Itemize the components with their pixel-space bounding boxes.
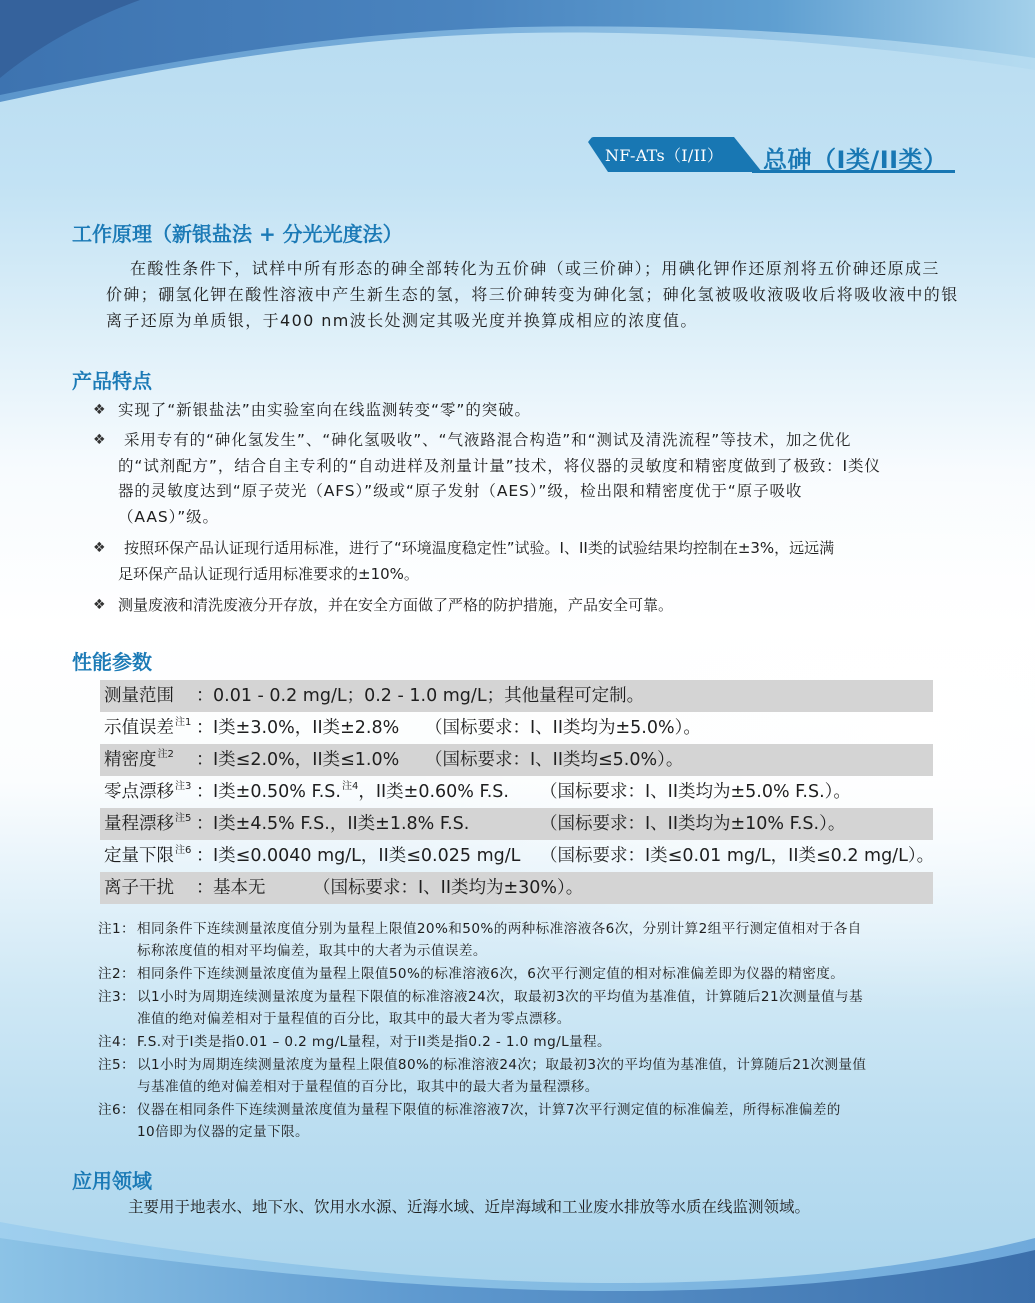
feature-line: 按照环保产品认证现行适用标准，进行了“环境温度稳定性”试验。I、II类的试验结果均控制在±3%，远远满 bbox=[124, 539, 835, 557]
spec-label-text: 示值误差 bbox=[104, 718, 174, 738]
spec-standard: （国标要求：I、II类均为±10% F.S.）。 bbox=[540, 814, 846, 834]
spec-standard: （国标要求：I、II类均为±5.0%）。 bbox=[425, 718, 701, 738]
spec-value bbox=[213, 840, 520, 872]
spec-value bbox=[213, 776, 509, 811]
spec-label bbox=[104, 808, 191, 843]
spec-row-zero-drift bbox=[100, 776, 933, 808]
footnote-label: 注6： bbox=[98, 1102, 136, 1118]
spec-separator: ： bbox=[196, 718, 214, 738]
footnote-line: 以1小时为周期连续测量浓度为量程下限值的标准溶液24次，取最初3次的平均值为基准值，计算随后21次测量值与基 bbox=[137, 989, 863, 1005]
feature-line: 足环保产品认证现行适用标准要求的±10%。 bbox=[118, 564, 419, 583]
spec-value-text: ，II类±0.60% F.S. bbox=[358, 782, 509, 802]
spec-row-range bbox=[100, 680, 933, 712]
spec-value bbox=[213, 680, 644, 712]
spec-label-text: 定量下限 bbox=[104, 846, 174, 866]
paragraph-line: 价砷；硼氢化钾在酸性溶液中产生新生态的氢，将三价砷转变为砷化氢；砷化氢被吸收液吸收后将吸收液中的银 bbox=[106, 285, 959, 304]
footnote-label: 注4： bbox=[98, 1034, 136, 1050]
spec-standard: （国标要求：I类≤0.01 mg/L，II类≤0.2 mg/L）。 bbox=[540, 846, 935, 866]
spec-row-error bbox=[100, 712, 933, 744]
spec-separator: ： bbox=[196, 814, 214, 834]
spec-value-text: I类≤0.0040 mg/L，II类≤0.025 mg/L bbox=[213, 846, 521, 866]
spec-label bbox=[104, 776, 191, 811]
spec-label bbox=[104, 840, 191, 875]
paragraph-line: 离子还原为单质银，于400 nm波长处测定其吸光度并换算成相应的浓度值。 bbox=[106, 311, 698, 330]
spec-value-text: I类±0.50% F.S. bbox=[213, 782, 341, 802]
spec-separator: ： bbox=[196, 846, 214, 866]
footnote-line: 以1小时为周期连续测量浓度为量程上限值80%的标准溶液24次；取最初3次的平均值为基准值，计算随后21次测量值 bbox=[137, 1057, 867, 1073]
footnote-line: F.S.对于I类是指0.01 – 0.2 mg/L量程，对于II类是指0.2 - 1.0 mg/L量程。 bbox=[137, 1034, 612, 1050]
feature-line: 器的灵敏度达到“原子荧光（AFS）”级或“原子发射（AES）”级，检出限和精密度优于“原子吸收 bbox=[118, 482, 803, 500]
spec-footnote-ref: 注2 bbox=[157, 749, 174, 760]
footnote bbox=[98, 1031, 866, 1053]
spec-separator: ： bbox=[196, 878, 214, 898]
principle-paragraph bbox=[106, 256, 959, 334]
footnote-label: 注3： bbox=[98, 989, 136, 1005]
footnote-label: 注5： bbox=[98, 1057, 136, 1073]
spec-value bbox=[213, 808, 469, 840]
spec-separator: ： bbox=[196, 750, 214, 770]
spec-label bbox=[104, 744, 174, 779]
application-text: 主要用于地表水、地下水、饮用水水源、近海水域、近岸海域和工业废水排放等水质在线监测领域。 bbox=[128, 1198, 811, 1216]
spec-standard: （国标要求：I、II类均≤5.0%）。 bbox=[425, 750, 684, 770]
spec-value bbox=[213, 744, 399, 776]
footnote bbox=[98, 1099, 866, 1143]
spec-value bbox=[213, 872, 266, 904]
spec-row-precision bbox=[100, 744, 933, 776]
spec-row-ion-interference bbox=[100, 872, 933, 904]
footnote bbox=[98, 963, 866, 985]
spec-value-text: 基本无 bbox=[213, 878, 266, 898]
spec-standard: （国标要求：I、II类均为±30%）。 bbox=[313, 878, 584, 898]
spec-value bbox=[213, 712, 399, 744]
spec-separator: ： bbox=[196, 782, 214, 802]
footnote-line: 相同条件下连续测量浓度值为量程上限值50%的标准溶液6次，6次平行测定值的相对标准偏差即为仪器的精密度。 bbox=[137, 966, 845, 982]
spec-separator: ： bbox=[196, 686, 214, 706]
spec-row-span-drift bbox=[100, 808, 933, 840]
spec-footnote-ref: 注3 bbox=[175, 781, 192, 792]
spec-footnote-ref: 注6 bbox=[175, 845, 192, 856]
footnote-line: 标称浓度值的相对平均偏差，取其中的大者为示值误差。 bbox=[137, 943, 487, 959]
spec-table bbox=[100, 680, 933, 904]
feature-line: （AAS）”级。 bbox=[118, 507, 219, 526]
footnote bbox=[98, 918, 866, 962]
footnote bbox=[98, 986, 866, 1030]
section-heading-application: 应用领域 bbox=[72, 1169, 152, 1193]
feature-line: 实现了“新银盐法”由实验室向在线监测转变“零”的突破。 bbox=[118, 401, 531, 419]
feature-line: 的“试剂配方”，结合自主专利的“自动进样及剂量计量”技术，将仪器的灵敏度和精密度做到了极致：I类仪 bbox=[118, 456, 881, 475]
diamond-bullet-icon: ❖ bbox=[93, 432, 106, 448]
diamond-bullet-icon: ❖ bbox=[93, 597, 106, 613]
footnote-line: 准值的绝对偏差相对于量程值的百分比，取其中的最大者为零点漂移。 bbox=[137, 1011, 571, 1027]
footnote bbox=[98, 1054, 866, 1098]
section-heading-principle: 工作原理（新银盐法 + 分光光度法） bbox=[72, 222, 403, 246]
spec-label-text: 测量范围 bbox=[104, 686, 174, 706]
feature-line: 采用专有的“砷化氢发生”、“砷化氢吸收”、“气液路混合构造”和“测试及清洗流程”等技术，加之优化 bbox=[124, 431, 852, 449]
spec-footnote-ref: 注5 bbox=[175, 813, 192, 824]
spec-row-quant-limit bbox=[100, 840, 933, 872]
feature-line: 测量废液和清洗废液分开存放，并在安全方面做了严格的防护措施，产品安全可靠。 bbox=[118, 596, 674, 614]
diamond-bullet-icon: ❖ bbox=[93, 540, 106, 556]
spec-label bbox=[104, 680, 175, 715]
spec-value-text: 0.01 - 0.2 mg/L；0.2 - 1.0 mg/L；其他量程可定制。 bbox=[213, 686, 645, 706]
spec-value-text: I类±3.0%，II类±2.8% bbox=[213, 718, 400, 738]
spec-footnote-ref: 注4 bbox=[341, 781, 359, 792]
section-heading-specs: 性能参数 bbox=[72, 650, 152, 674]
paragraph-line: 在酸性条件下，试样中所有形态的砷全部转化为五价砷（或三价砷）；用碘化钾作还原剂将五价砷还原成三 bbox=[130, 259, 940, 278]
footnote-line: 10倍即为仪器的定量下限。 bbox=[137, 1124, 310, 1140]
spec-label-text: 离子干扰 bbox=[104, 878, 174, 898]
spec-label bbox=[104, 872, 175, 907]
spec-footnote-ref: 注1 bbox=[175, 717, 192, 728]
footnote-line: 仪器在相同条件下连续测量浓度值为量程下限值的标准溶液7次，计算7次平行测定值的标准偏差，所得标准偏差的 bbox=[137, 1102, 841, 1118]
spec-value-text: I类≤2.0%，II类≤1.0% bbox=[213, 750, 400, 770]
footnote-label: 注1： bbox=[98, 921, 136, 937]
footnote-label: 注2： bbox=[98, 966, 136, 982]
spec-label-text: 量程漂移 bbox=[104, 814, 174, 834]
footnotes bbox=[98, 918, 866, 1144]
spec-standard: （国标要求：I、II类均为±5.0% F.S.）。 bbox=[540, 782, 851, 802]
spec-label-text: 零点漂移 bbox=[104, 782, 174, 802]
spec-value-text: I类±4.5% F.S.，II类±1.8% F.S. bbox=[213, 814, 470, 834]
product-title: 总砷（I类/II类） bbox=[763, 146, 948, 174]
model-tag: NF-ATs（I/II） bbox=[605, 146, 724, 165]
diamond-bullet-icon: ❖ bbox=[93, 402, 106, 418]
spec-label-text: 精密度 bbox=[104, 750, 157, 770]
footnote-line: 与基准值的绝对偏差相对于量程值的百分比，取其中的最大者为量程漂移。 bbox=[137, 1079, 599, 1095]
spec-label bbox=[104, 712, 191, 747]
footnote-line: 相同条件下连续测量浓度值分别为量程上限值20%和50%的两种标准溶液各6次，分别计算2组平行测定值相对于各自 bbox=[137, 921, 862, 937]
section-heading-features: 产品特点 bbox=[72, 369, 152, 393]
